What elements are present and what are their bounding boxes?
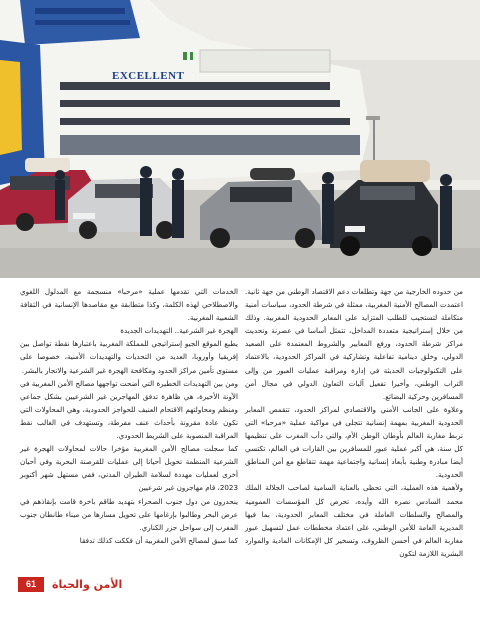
port-scene-illustration [0,0,480,278]
silver-car [68,178,182,239]
article-right-column: من حدوده الخارجية من جهة وتطلعات دعم الاقتصاد الوطني من جهة ثانية. اعتمدت المصالح الأمنية المغربية، ممثلة في شرطة الحدود، سياسات أمنية متكاملة لتستجيب للطلب المتزايد على المعابر الحدودية المغربية. وذلك من خلال إستراتيجية متعددة المداخل، تتمثل أساسا في عصرنة وتحديث مراكز شرطة الحدود، ورفع المعايير والشروط المعتمدة على الصعيد الدولي، وخلق دينامية تفاعلية وتشاركية في المراكز الحدودية، بالاعتماد على التكنولوجيات الحديثة في إدارة ومراقبة عمليات العبور من وإلى التراب الوطني، وأخيرا تفعيل آليات التعاون الدولي في مجال أمن المسافرين وحركية البضائع. وعلاوة على الجانب الأمني والاقتصادي لمراكز الحدود، تتقمص المعابر الحدودية المغربية بمهمة إنسانية تتجلى في مواكبة عملية «مرحبا» التي تربط مغاربة العالم بأوطان الوطن الأم، والتي دأب المغرب على تنظيمها كل سنة، هي أكبر عملية عبور للمسافرين بين القارات في العالم، تكتسي أيضا مبادرة وطنية بأبعاد إنسانية واجتماعية مهمة تتقاطع مع أمن المناطق الحدودية. ولأهمية هذه العملية، التي تحظى بالعناية السامية لصاحب الجلالة الملك محمد السادس نصره الله وأيده، تحرص كل المؤسسات العمومية والمصالح والسلطات العاملة في مختلف المعابر الحدودية، بما فيها المديرية العامة للأمن الوطني، على اعتماد مخططات عمل لتسهيل عبور مغاربة العالم في أحسن الظروف، وتسخير كل الإمكانات المادية والموارد البشرية اللازمة لتكون [245,287,463,558]
article-left-column: الخدمات التي تقدمها عملية «مرحبا» منسجمة مع المدلول اللغوي والاصطلاحي لهذه الكلمة، وكذا متطابقة مع مقاصدها الإنسانية في الثقافة الشعبية المغربية. الهجرة غير الشرعية.. التهديدات الجديدة يطبع الموقع الجيو إستراتيجي للمملكة المغربية باعتبارها نقطة تواصل بين إفريقيا وأوروبا، العديد من التحديات والتهديدات الأمنية، خصوصا على مستوى تأمين مراكز الحدود ومكافحة الهجرة غير الشرعية والاتجار بالبشر. ومن بين التهديدات الخطيرة التي أضحت تواجهها مصالح الأمن المغربية في الآونة الأخيرة، هي ظاهرة تدفق المهاجرين غير الشرعيين بشكل جماعي ومنظم ومحاولتهم الاقتحام العنيف للحواجز الحدودية، وهي المحاولات التي تكون عادة مقرونة بأحداث عنف مفرطة، وتستهدف في الغالب نقط المراقبة المنصوبة على الشريط الحدودي. كما سجلت مصالح الأمن المغربية مؤخرا حالات لمحاولات الهجرة غير الشرعية المنظمة تحويل أحيانا إلى عمليات للقرصنة البحرية وفي أحيان أخرى لعمليات مهددة لسلامة الطيران المدني، ففي مستهل شهر أكتوبر 2023، قام مهاجرون غير شرعيين ينحدرون من دول جنوب الصحراء بتهديد طاقم باخرة قامت بإنقاذهم في عرض البحر وطالبوا بإرغامها على تحويل مسارها من ميناء طانطان جنوب المغرب إلى سواحل جزر الكناري. كما سبق لمصالح الأمن المغربية أن فككت كذلك تدفقا [20,287,238,545]
magazine-section-title: الأمن والحياة [52,577,123,591]
page-number: 61 [18,577,44,592]
page-footer [18,576,122,592]
ship-name-label: EXCELLENT [112,70,185,82]
border-crossing-photo [0,0,480,278]
